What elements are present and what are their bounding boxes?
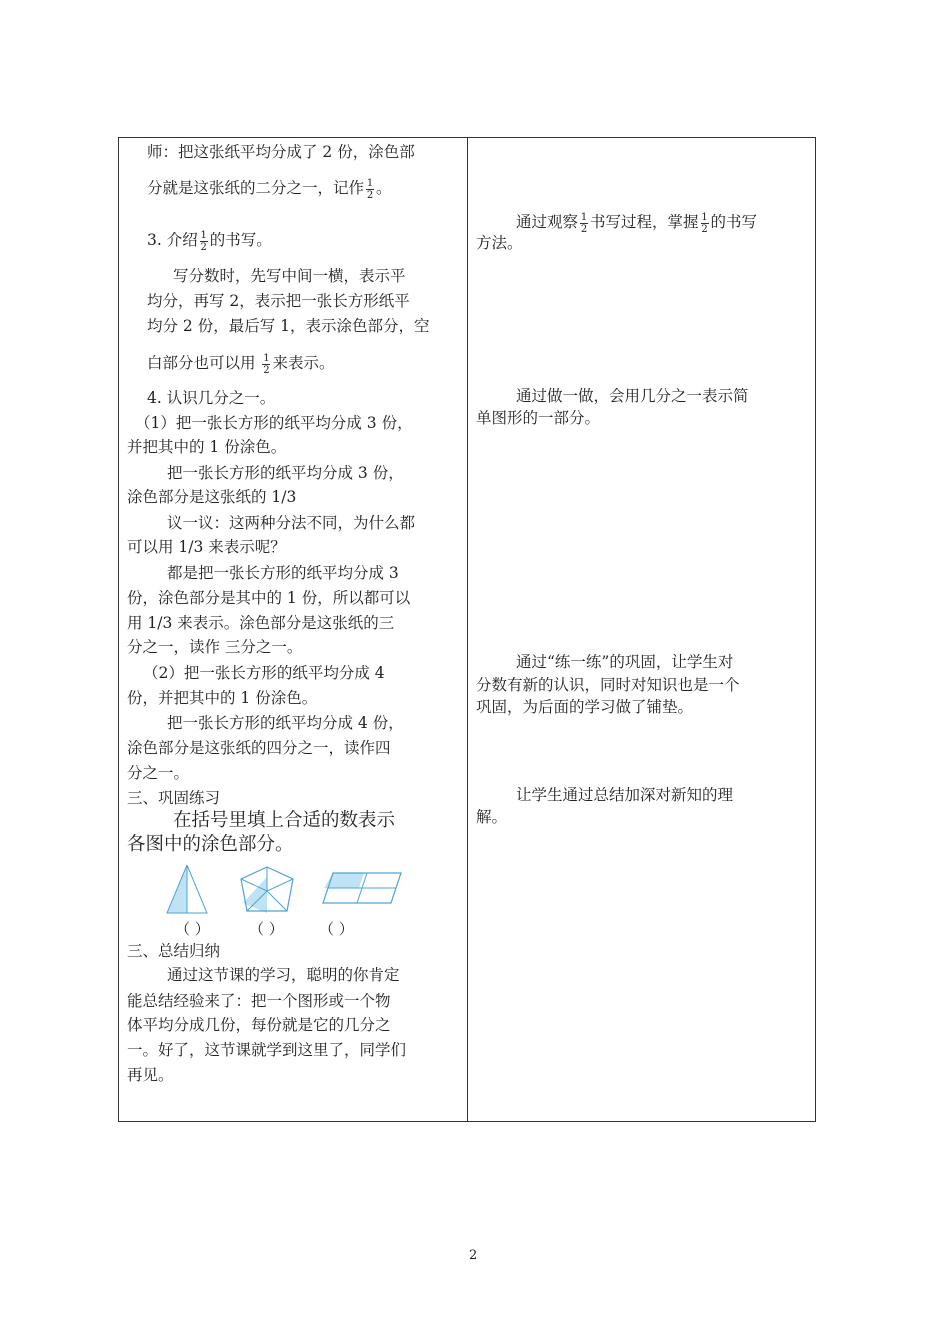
text-line: 均分，再写 2，表示把一张长方形纸平 — [147, 292, 410, 310]
text-line: 分就是这张纸的二分之一，记作 $\frac{1}{2}$ 。 — [147, 177, 392, 201]
note-line: 让学生通过总结加深对新知的理 — [516, 786, 734, 804]
text-line: 师：把这张纸平均分成了 2 份，涂色部 — [147, 143, 415, 161]
note-line: 通过做一做，会用几分之一表示简 — [516, 387, 749, 405]
text-line: （1）把一张长方形的纸平均分成 3 份， — [135, 414, 413, 432]
exercise-figures — [163, 865, 413, 915]
text-line: 涂色部分是这张纸的四分之一，读作四 — [127, 739, 391, 757]
answer-blank[interactable]: （ ） — [249, 920, 284, 938]
fraction-one-half: $\frac{1}{2}$ — [701, 211, 708, 235]
pentagon-figure — [241, 867, 293, 913]
lesson-table — [118, 137, 816, 1122]
parallelogram-figure — [323, 873, 401, 903]
answer-blank[interactable]: （ ） — [319, 920, 354, 938]
text-line: 3. 介绍 $\frac{1}{2}$ 的书写。 — [147, 229, 272, 253]
section-heading: 三、总结归纳 — [127, 942, 221, 960]
note-line: 方法。 — [476, 234, 523, 252]
text-line: 分之一。 — [127, 764, 190, 782]
text-line: 体平均分成几份，每份就是它的几分之 — [127, 1016, 391, 1034]
text-line: 份，并把其中的 1 份涂色。 — [127, 689, 318, 707]
note-line: 分数有新的认识，同时对知识也是一个 — [476, 676, 740, 694]
text-line: （2）把一张长方形的纸平均分成 4 — [143, 664, 385, 682]
note-line: 通过“练一练”的巩固，让学生对 — [516, 653, 734, 671]
fraction-one-half: $\frac{1}{2}$ — [200, 229, 207, 253]
exercise-instruction: 各图中的涂色部分。 — [127, 834, 294, 855]
text-line: 涂色部分是这张纸的 1/3 — [127, 488, 297, 506]
text-line: 并把其中的 1 份涂色。 — [127, 438, 287, 456]
text-line: 通过这节课的学习，聪明的你肯定 — [167, 966, 400, 984]
text-line: 写分数时，先写中间一横，表示平 — [173, 267, 406, 285]
note-line: 解。 — [476, 808, 508, 826]
triangle-figure — [167, 865, 207, 913]
note-line: 单图形的一部分。 — [476, 409, 601, 427]
page-number: 2 — [469, 1248, 478, 1263]
answer-blank[interactable]: （ ） — [175, 920, 210, 938]
text-line: 可以用 1/3 来表示呢？ — [127, 538, 286, 556]
section-heading: 4. 认识几分之一。 — [147, 389, 276, 407]
text-line: 分之一，读作 三分之一。 — [127, 638, 303, 656]
text-line: 议一议：这两种分法不同，为什么都 — [167, 514, 416, 532]
text-line: 用 1/3 来表示。涂色部分是这张纸的三 — [127, 614, 395, 632]
note-line: 巩固，为后面的学习做了铺垫。 — [476, 698, 694, 716]
fraction-one-half: $\frac{1}{2}$ — [366, 177, 374, 201]
text-line: 再见。 — [127, 1066, 174, 1084]
column-divider — [467, 138, 468, 1121]
text-line: 白部分也可以用 $\frac{1}{2}$ 来表示。 — [147, 352, 335, 376]
section-heading: 三、巩固练习 — [127, 789, 221, 807]
note-line: 通过观察 $\frac{1}{2}$ 书写过程，掌握 $\frac{1}{2}$ 的书写 — [516, 211, 758, 235]
text-line: 把一张长方形的纸平均分成 4 份， — [167, 714, 404, 732]
text-line: 一。好了，这节课就学到这里了，同学们 — [127, 1041, 407, 1059]
fraction-one-half: $\frac{1}{2}$ — [263, 352, 270, 376]
text-line: 份，涂色部分是其中的 1 份，所以都可以 — [127, 589, 411, 607]
text-line: 均分 2 份，最后写 1，表示涂色部分，空 — [147, 317, 430, 335]
fraction-one-half: $\frac{1}{2}$ — [580, 211, 588, 235]
text-line: 都是把一张长方形的纸平均分成 3 — [167, 564, 399, 582]
text-line: 把一张长方形的纸平均分成 3 份， — [167, 464, 404, 482]
text-line: 能总结经验来了：把一个图形或一个物 — [127, 992, 391, 1010]
exercise-instruction: 在括号里填上合适的数表示 — [173, 810, 396, 831]
